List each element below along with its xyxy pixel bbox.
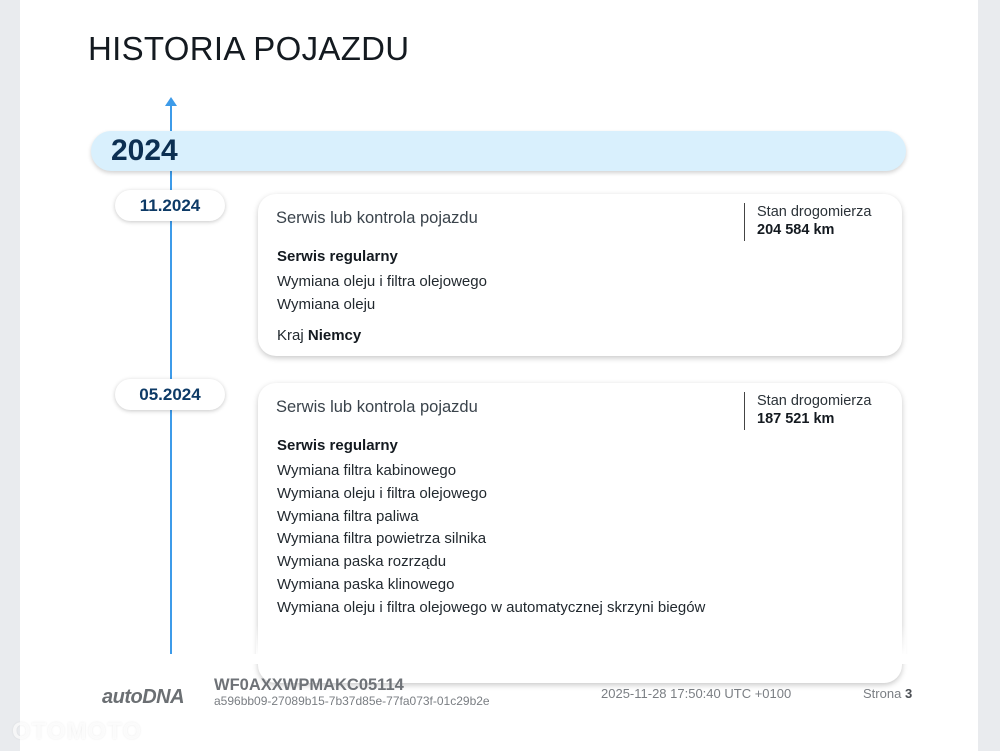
country-label: Kraj (277, 327, 304, 344)
autodna-logo: autoDNA (102, 686, 185, 708)
entry-date-badge: 05.2024 (115, 379, 225, 410)
odometer-value: 187 521 km (757, 411, 835, 427)
page-number-label: Strona (863, 686, 902, 701)
service-item: Wymiana oleju i filtra olejowego w automatycznej skrzyni biegów (277, 598, 706, 616)
service-type: Serwis regularny (277, 437, 398, 454)
service-item: Wymiana oleju (277, 295, 376, 313)
service-item: Wymiana filtra paliwa (277, 507, 419, 525)
service-item: Wymiana oleju i filtra olejowego (277, 484, 487, 502)
entry-title: Serwis lub kontrola pojazdu (276, 398, 478, 416)
service-item: Wymiana oleju i filtra olejowego (277, 273, 487, 290)
page-title: HISTORIA POJAZDU (88, 30, 410, 67)
page-number (863, 686, 912, 701)
country-value: Niemcy (307, 327, 362, 344)
vin-number: WF0AXXWPMAKC05114 (214, 676, 404, 694)
odometer-value: 204 584 km (757, 222, 835, 238)
service-items (277, 460, 705, 620)
odometer-label: Stan drogomierza (757, 204, 872, 220)
year-label: 2024 (111, 134, 178, 167)
content-fade (256, 625, 906, 656)
service-items (277, 271, 487, 317)
page-break (20, 654, 978, 664)
service-item: Wymiana filtra powietrza silnika (277, 530, 487, 548)
page-number-value: 3 (904, 686, 913, 701)
odometer-block (744, 203, 871, 241)
entry-date-badge: 11.2024 (115, 190, 225, 221)
year-header (91, 131, 906, 171)
odometer-block (744, 392, 871, 430)
service-item: Wymiana paska klinowego (277, 575, 455, 593)
service-type: Serwis regularny (277, 248, 398, 265)
odometer-label: Stan drogomierza (757, 393, 872, 409)
service-item: Wymiana paska rozrządu (277, 553, 447, 571)
entry-title: Serwis lub kontrola pojazdu (276, 209, 478, 227)
report-hash: a596bb09-27089b15-7b37d85e-77fa073f-01c29b2e (214, 694, 490, 708)
otomoto-watermark: OTOMOTO (12, 718, 143, 745)
report-timestamp: 2025-11-28 17:50:40 UTC +0100 (601, 686, 792, 701)
country-line (277, 327, 361, 344)
report-page (20, 0, 978, 751)
service-item: Wymiana filtra kabinowego (277, 462, 457, 479)
history-entry-card (258, 194, 902, 356)
